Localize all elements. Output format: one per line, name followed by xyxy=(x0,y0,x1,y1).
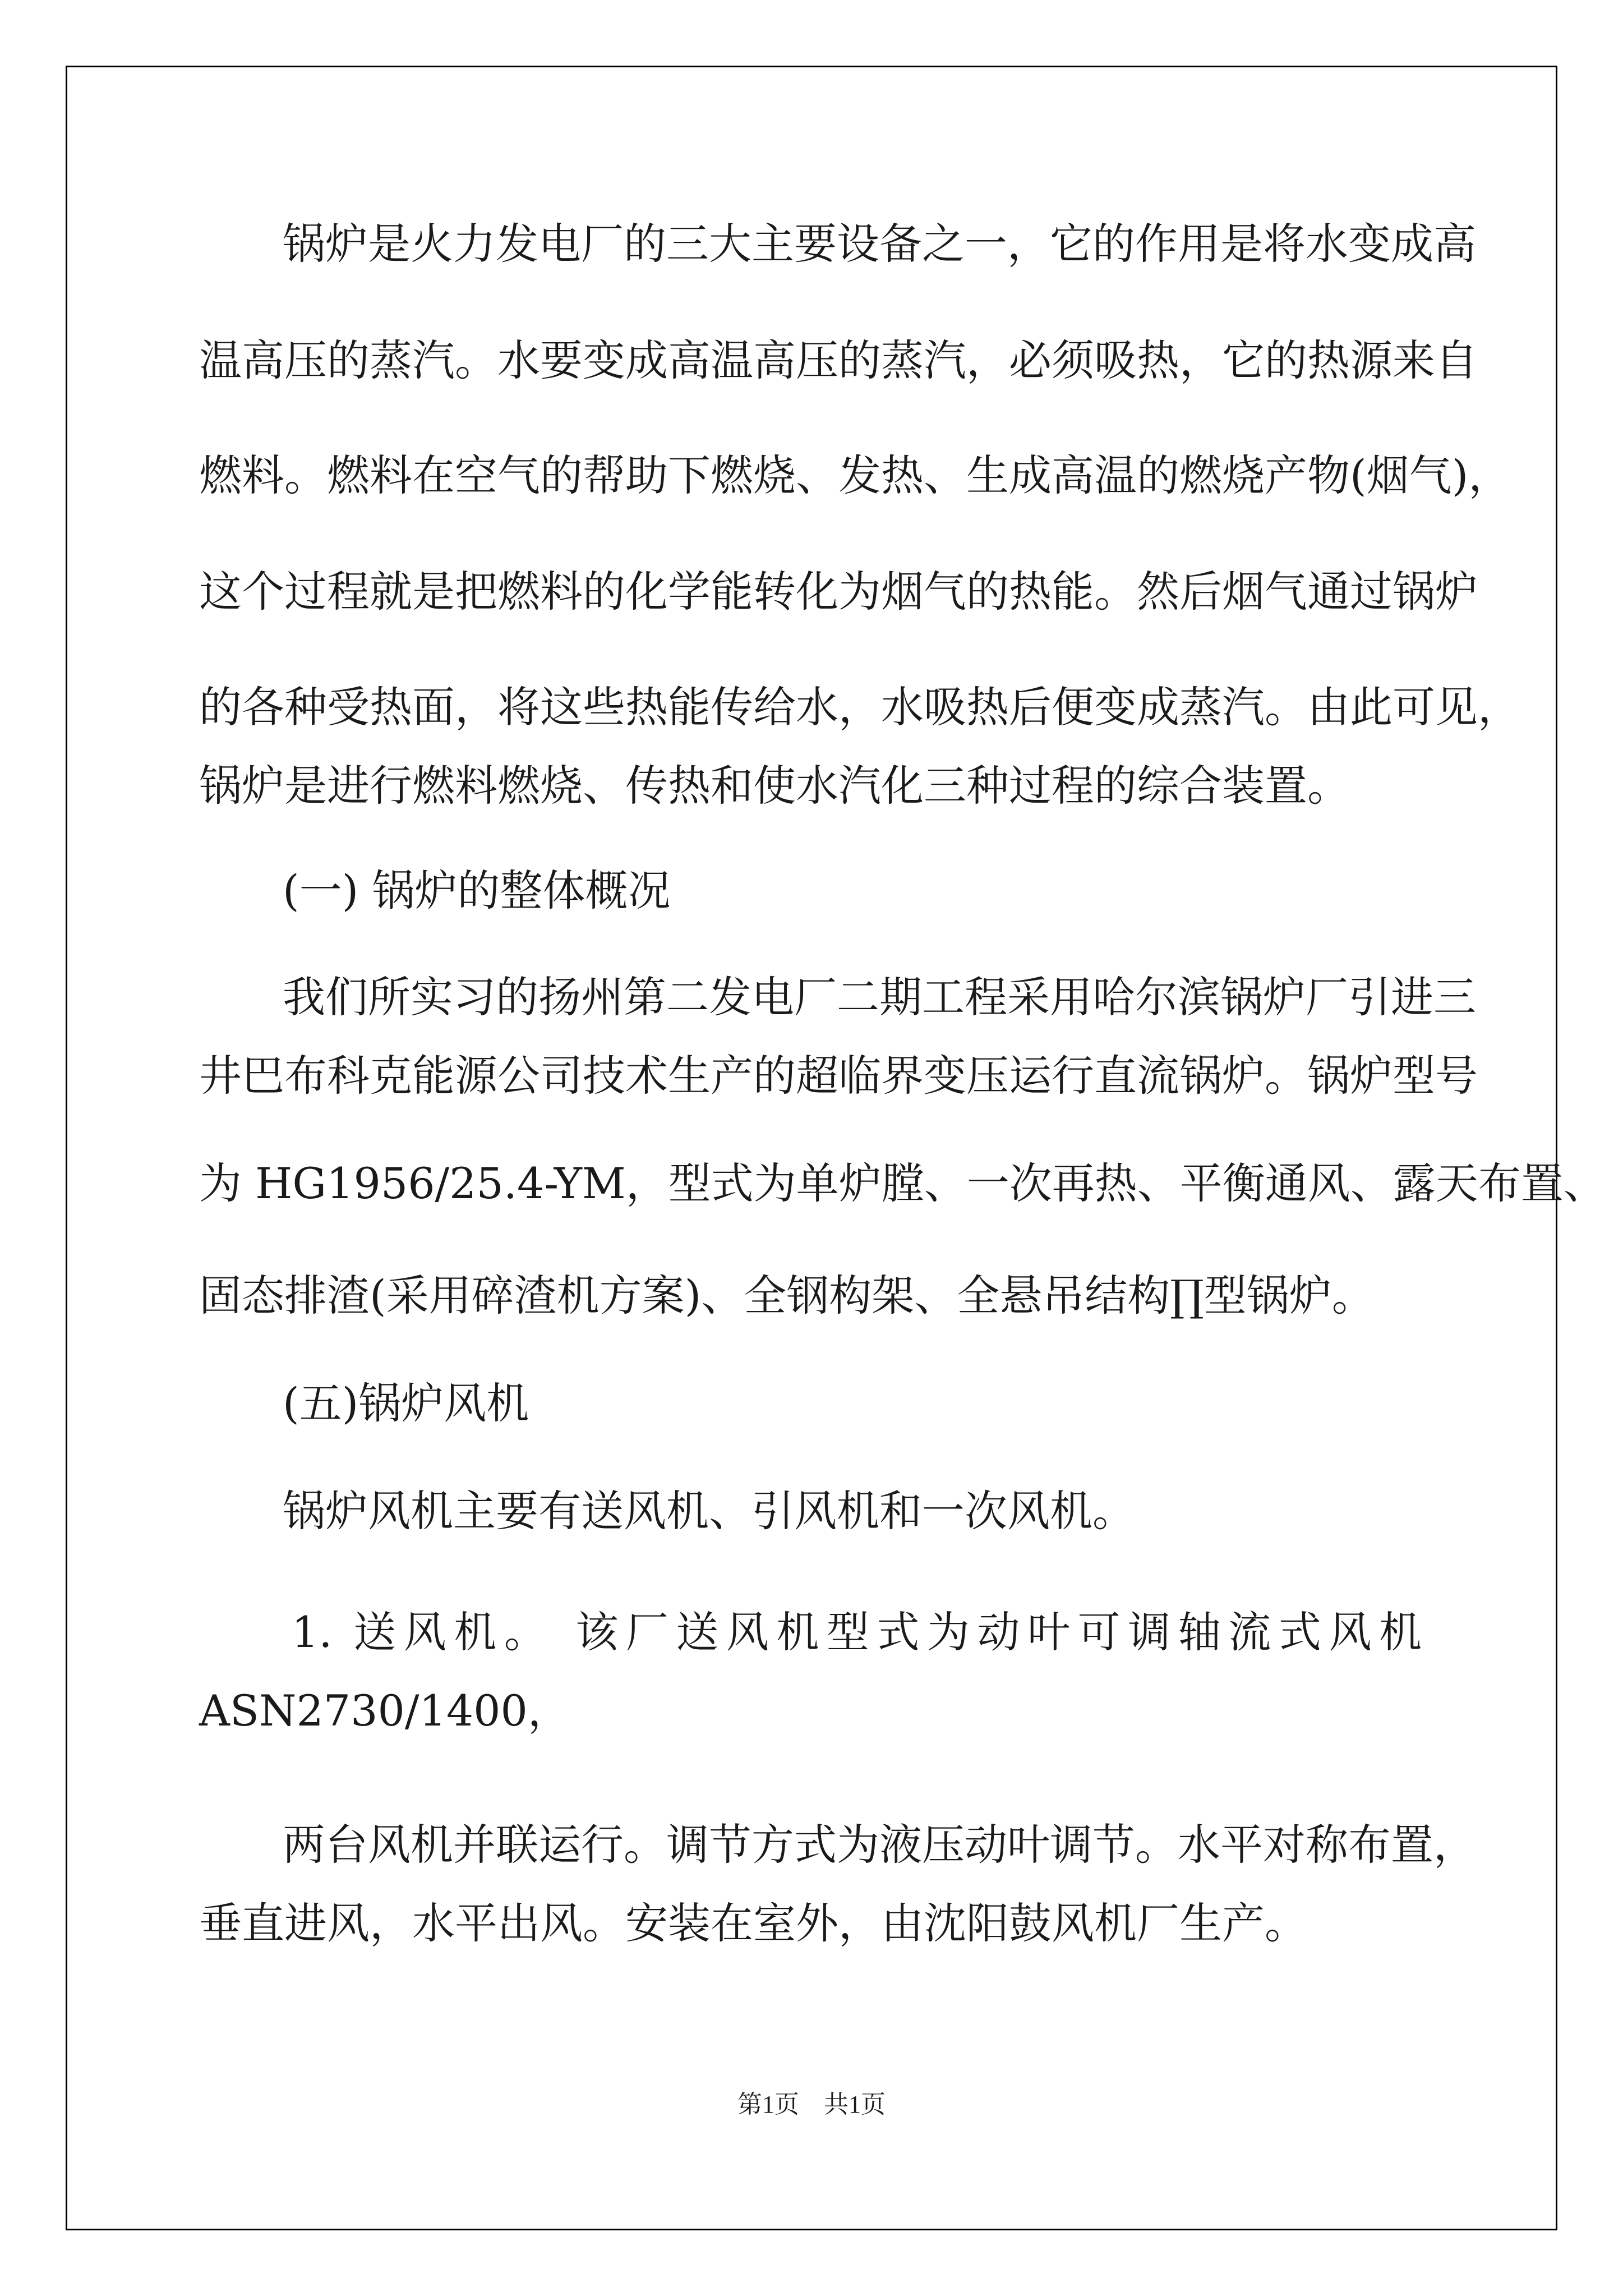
list-item-1-line-1: 1. 送风机。 该厂送风机型式为动叶可调轴流式风机 xyxy=(292,1607,1422,1657)
paragraph-1-line-2: 温高压的蒸汽。水要变成高温高压的蒸汽，必须吸热，它的热源来自 xyxy=(199,335,1478,385)
paragraph-2-line-4: 固态排渣(采用碎渣机方案)、全钢构架、全悬吊结构∏型锅炉。 xyxy=(199,1271,1375,1320)
section-heading-overview: (一) 锅炉的整体概况 xyxy=(283,866,671,915)
paragraph-1-line-5: 的各种受热面，将这些热能传给水，水吸热后便变成蒸汽。由此可见， xyxy=(199,682,1520,732)
list-item-1-line-2: ASN2730/1400， xyxy=(199,1686,570,1736)
paragraph-1-line-6: 锅炉是进行燃料燃烧、传热和使水汽化三种过程的综合装置。 xyxy=(199,761,1350,811)
paragraph-4-line-2: 垂直进风，水平出风。安装在室外，由沈阳鼓风机厂生产。 xyxy=(199,1898,1307,1948)
paragraph-4-line-1: 两台风机并联运行。调节方式为液压动叶调节。水平对称布置， xyxy=(283,1820,1476,1870)
paragraph-1-line-3: 燃料。燃料在空气的帮助下燃烧、发热、生成高温的燃烧产物(烟气)， xyxy=(199,450,1511,500)
paragraph-2-line-1: 我们所实习的扬州第二发电厂二期工程采用哈尔滨锅炉厂引进三 xyxy=(283,972,1476,1022)
paragraph-3: 锅炉风机主要有送风机、引风机和一次风机。 xyxy=(283,1486,1135,1536)
section-heading-fans: (五)锅炉风机 xyxy=(283,1378,529,1428)
paragraph-1-line-4: 这个过程就是把燃料的化学能转化为烟气的热能。然后烟气通过锅炉 xyxy=(199,567,1478,616)
page-footer: 第1页 共1页 xyxy=(737,2091,886,2118)
paragraph-1-line-1: 锅炉是火力发电厂的三大主要设备之一，它的作用是将水变成高 xyxy=(283,219,1476,269)
paragraph-2-line-2: 井巴布科克能源公司技术生产的超临界变压运行直流锅炉。锅炉型号 xyxy=(199,1051,1478,1101)
paragraph-2-line-3: 为 HG1956/25.4-YM，型式为单炉膛、一次再热、平衡通风、露天布置、 xyxy=(199,1158,1606,1208)
